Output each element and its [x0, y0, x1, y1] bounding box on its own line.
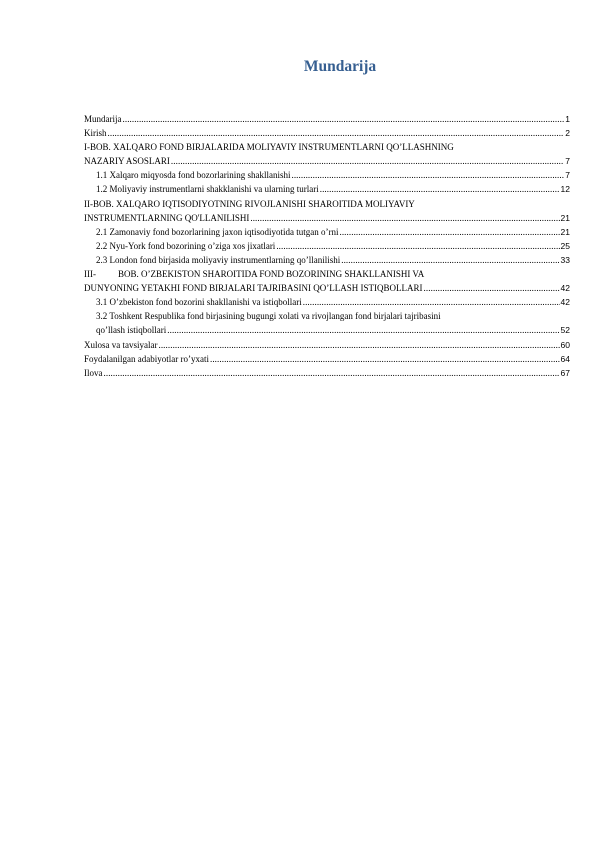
toc-page-number: 60: [560, 339, 570, 350]
toc-entry-label-line1: BOB. O’ZBEKISTON SHAROITIDA FOND BOZORINING SHAKLLANISHI VA: [118, 269, 425, 280]
toc-entry-label-line1: 3.2 Toshkent Respublika fond birjasining bugungi xolati va rivojlangan fond birjalari tajribasini: [96, 311, 441, 322]
dot-leader: [250, 211, 559, 225]
toc-entry-label: Xulosa va tavsiyalar: [84, 339, 158, 350]
toc-entry-kirish[interactable]: [84, 126, 570, 140]
toc-page-number: 7: [565, 170, 570, 181]
dot-leader: [171, 154, 564, 168]
dot-leader: [276, 239, 559, 253]
toc-entry-label-line1: I-BOB. XALQARO FOND BIRJALARIDA MOLIYAVIY INSTRUMENTLARNI QO’LLASHNING: [84, 142, 454, 153]
toc-page-number: 2: [565, 128, 570, 139]
toc-page-number: 42: [560, 297, 570, 308]
table-of-contents: [84, 112, 570, 380]
toc-page-number: 25: [560, 240, 570, 251]
toc-entry-label-line2: NAZARIY ASOSLARI: [84, 156, 170, 167]
toc-page-number: 67: [560, 367, 570, 378]
toc-entry-mundarija[interactable]: [84, 112, 570, 126]
toc-entry-label-line1: II-BOB. XALQARO IQTISODIYOTNING RIVOJLANISHI SHAROITIDA MOLIYAVIY: [84, 198, 415, 209]
toc-page-number: 33: [560, 254, 570, 265]
toc-entry-label-line2: DUNYONING YETAKHI FOND BIRJALARI TAJRIBASINI QO’LLASH ISTIQBOLLARI: [84, 283, 423, 294]
toc-entry-label: 2.3 London fond birjasida moliyaviy instrumentlarning qo’llanilishi: [96, 254, 341, 265]
toc-page-number: 1: [565, 114, 570, 124]
toc-entry-3-2[interactable]: [84, 309, 570, 337]
toc-entry-label: 2.1 Zamonaviy fond bozorlarining jaxon iqtisodiyotida tutgan o’rni: [96, 226, 339, 237]
toc-page-number: 52: [560, 325, 570, 336]
toc-entry-1-1[interactable]: [84, 168, 570, 182]
toc-page-number: 12: [560, 184, 570, 195]
toc-entry-2-1[interactable]: [84, 225, 570, 239]
toc-entry-label: Kirish: [84, 128, 107, 139]
toc-entry-label-line2: INSTRUMENTLARNING QO'LLANILISHI: [84, 212, 250, 223]
toc-entry-2-3[interactable]: [84, 253, 570, 267]
toc-entry-label-line2: qo’llash istiqbollari: [96, 325, 167, 336]
toc-entry-prefix: III-: [84, 269, 96, 280]
toc-entry-label: Mundarija: [84, 114, 122, 124]
dot-leader: [303, 295, 560, 309]
toc-entry-label: 2.2 Nyu-York fond bozorining o’ziga xos jixatlari: [96, 240, 276, 251]
toc-entry-1-2[interactable]: [84, 182, 570, 196]
toc-entry-2-2[interactable]: [84, 239, 570, 253]
toc-entry-label: Foydalanilgan adabiyotlar ro’yxati: [84, 353, 209, 364]
dot-leader: [104, 366, 560, 380]
dot-leader: [123, 112, 565, 126]
dot-leader: [339, 225, 559, 239]
dot-leader: [341, 253, 559, 267]
dot-leader: [424, 281, 560, 295]
toc-entry-bob2[interactable]: [84, 197, 570, 225]
dot-leader: [320, 182, 560, 196]
toc-page-number: 7: [565, 156, 570, 167]
toc-page-number: 21: [560, 212, 570, 223]
toc-entry-xulosa[interactable]: [84, 338, 570, 352]
dot-leader: [167, 323, 559, 337]
toc-entry-bob1[interactable]: [84, 140, 570, 168]
dot-leader: [108, 126, 565, 140]
toc-entry-ilova[interactable]: [84, 366, 570, 380]
dot-leader: [210, 352, 560, 366]
toc-entry-label: 3.1 O’zbekiston fond bozorini shakllanishi va istiqbollari: [96, 297, 302, 308]
toc-entry-adabiyot[interactable]: [84, 352, 570, 366]
toc-page-number: 21: [560, 226, 570, 237]
toc-entry-label: 1.2 Moliyaviy instrumentlarni shakklanishi va ularning turlari: [96, 184, 319, 195]
dot-leader: [158, 338, 559, 352]
toc-page-number: 64: [560, 353, 570, 364]
toc-page-number: 42: [560, 283, 570, 294]
toc-entry-label: Ilova: [84, 367, 103, 378]
toc-entry-3-1[interactable]: [84, 295, 570, 309]
toc-entry-label: 1.1 Xalqaro miqyosda fond bozorlarining shakllanishi: [96, 170, 291, 181]
page-title: Mundarija: [303, 58, 377, 75]
dot-leader: [291, 168, 564, 182]
toc-entry-bob3[interactable]: [84, 267, 570, 295]
